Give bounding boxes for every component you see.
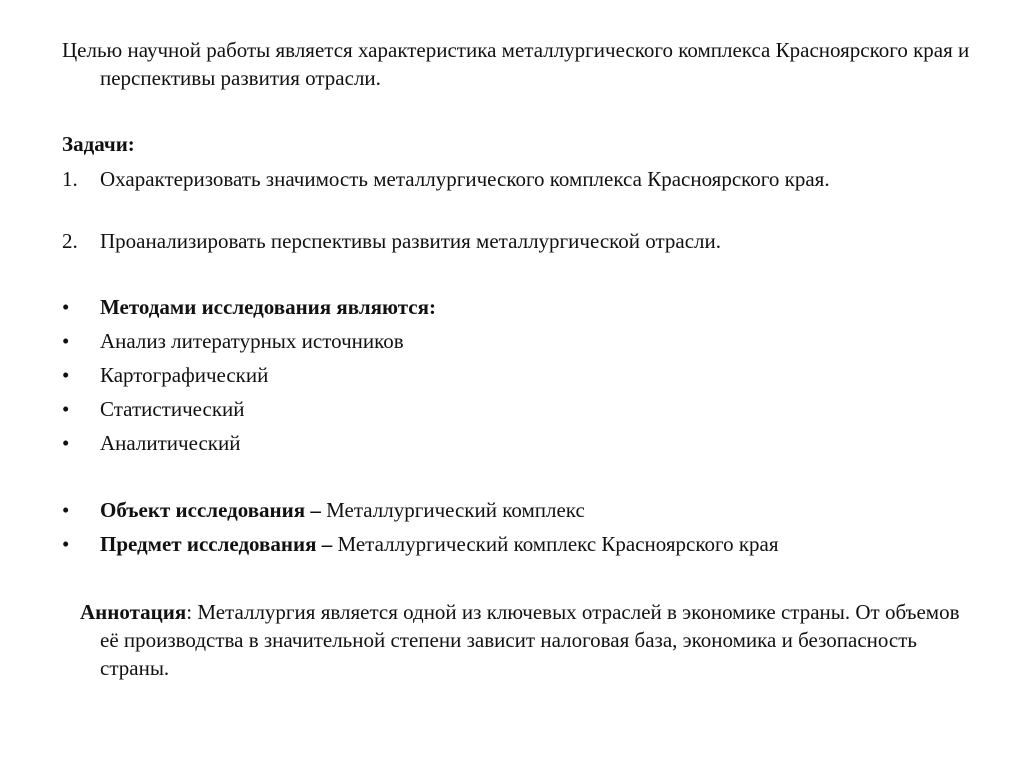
task-number: 2. [62, 229, 78, 253]
annotation-paragraph [80, 598, 980, 682]
task-text: Проанализировать перспективы развития металлургической отрасли. [100, 229, 722, 253]
research-subject [62, 530, 962, 558]
method-text: Аналитический [100, 431, 241, 455]
research-subject-value: Металлургический комплекс Красноярского края [332, 532, 779, 556]
research-object-content [100, 496, 962, 524]
method-item [62, 395, 962, 423]
methods-heading-text: Методами исследования являются: [100, 295, 436, 319]
bullet-icon: • [62, 397, 70, 421]
research-subject-label: Предмет исследования – [100, 532, 333, 556]
method-text: Статистический [100, 397, 245, 421]
task-number: 1. [62, 167, 78, 191]
bullet-icon: • [62, 363, 70, 387]
research-object [62, 496, 962, 524]
goal-paragraph [62, 36, 1000, 92]
method-item [62, 361, 962, 389]
bullet-icon: • [62, 329, 70, 353]
tasks-heading-text: Задачи: [62, 132, 135, 156]
tasks-heading [62, 130, 962, 158]
methods-heading [62, 293, 962, 321]
task-item [62, 227, 962, 255]
method-item [62, 429, 962, 457]
bullet-icon: • [62, 295, 70, 319]
research-object-label: Объект исследования – [100, 498, 321, 522]
method-text: Анализ литературных источников [100, 329, 404, 353]
annotation-label: Аннотация [80, 600, 187, 624]
bullet-icon: • [62, 532, 70, 556]
bullet-icon: • [62, 431, 70, 455]
goal-text: Целью научной работы является характеристика металлургического комплекса Красноярского края и перспективы развития отрасли. [62, 38, 970, 90]
research-subject-content [100, 530, 962, 558]
bullet-icon: • [62, 498, 70, 522]
task-item [62, 165, 962, 193]
method-text: Картографический [100, 363, 269, 387]
research-object-value: Металлургический комплекс [320, 498, 585, 522]
annotation-text: : Металлургия является одной из ключевых отраслей в экономике страны. От объемов её производства в значительной степени зависит налоговая база, экономика и безопасность страны. [100, 600, 960, 680]
task-text: Охарактеризовать значимость металлургического комплекса Красноярского края. [100, 167, 830, 191]
method-item [62, 327, 962, 355]
